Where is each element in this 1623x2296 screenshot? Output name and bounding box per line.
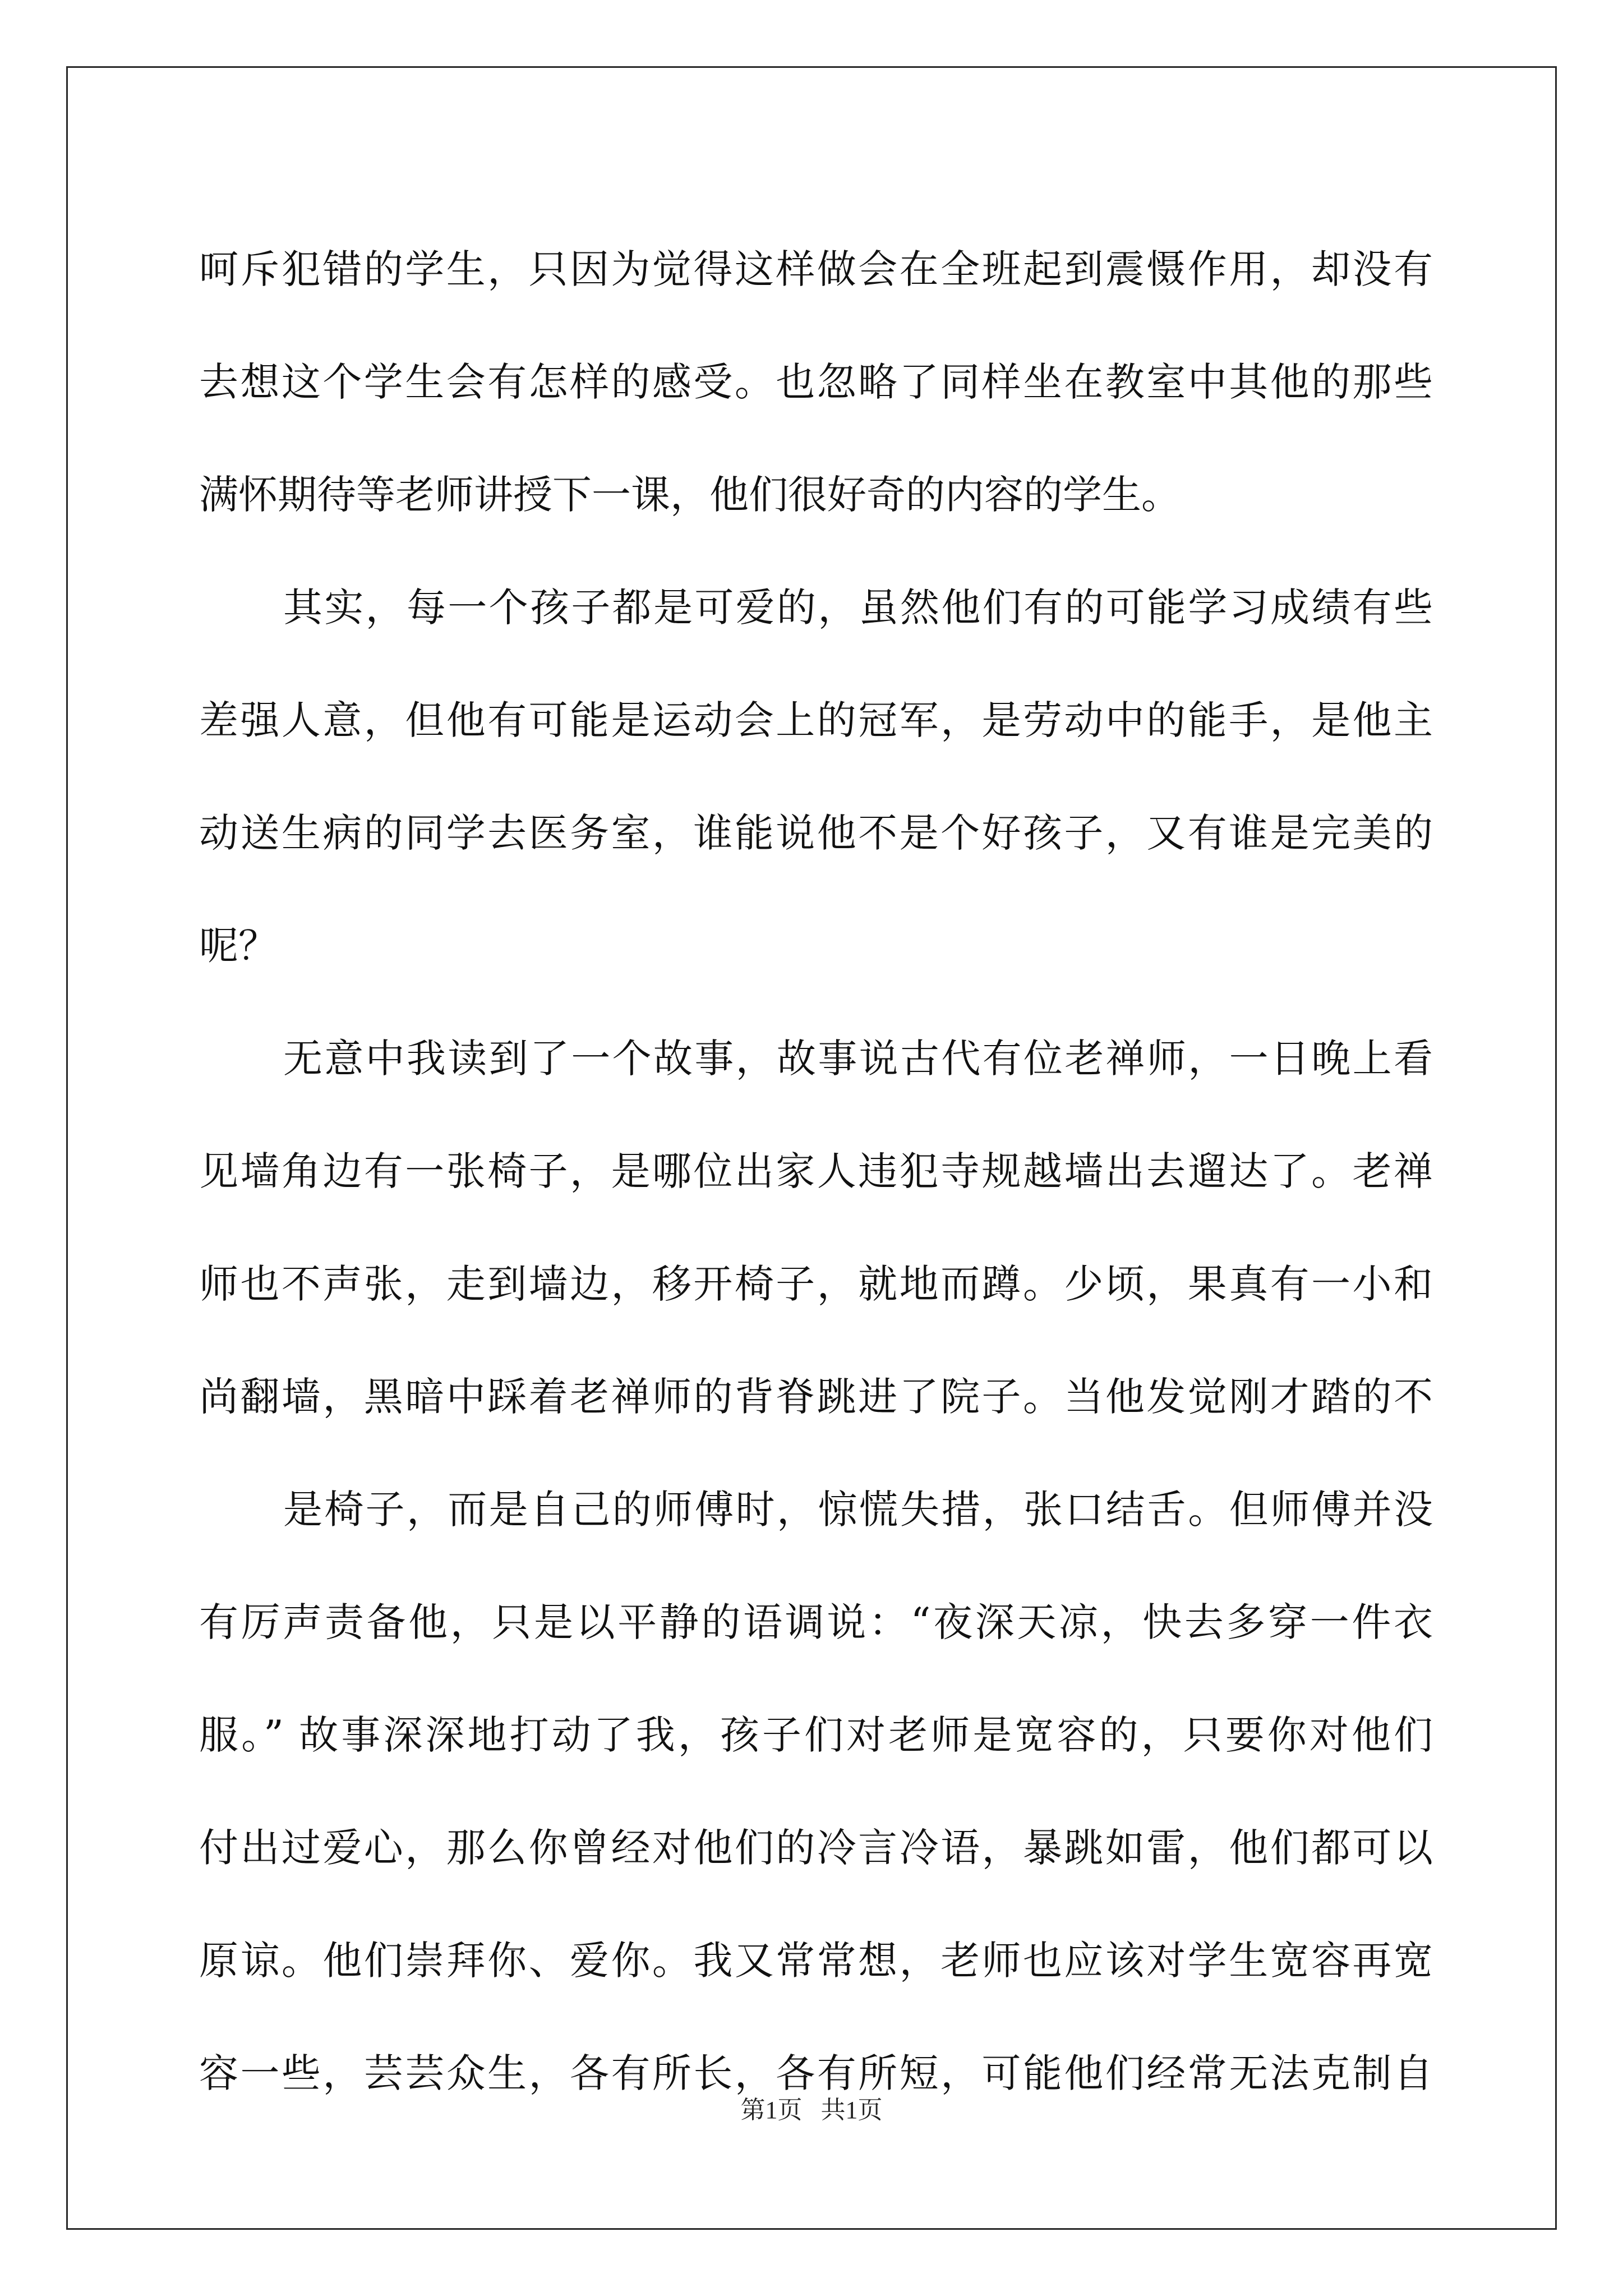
text-line: 师也不声张，走到墙边，移开椅子，就地而蹲。少顷，果真有一小和 <box>199 1261 1433 1307</box>
text-line: 去想这个学生会有怎样的感受。也忽略了同样坐在教室中其他的那些 <box>199 359 1433 405</box>
text-line: 呢？ <box>199 923 278 969</box>
text-line: 原谅。他们崇拜你、爱你。我又常常想，老师也应该对学生宽容再宽 <box>199 1938 1433 1984</box>
text-line: 有厉声责备他，只是以平静的语调说：“夜深天凉，快去多穿一件衣 <box>199 1599 1433 1645</box>
text-line: 付出过爱心，那么你曾经对他们的冷言冷语，暴跳如雷，他们都可以 <box>199 1825 1433 1871</box>
text-line: 满怀期待等老师讲授下一课，他们很好奇的内容的学生。 <box>199 472 1181 518</box>
text-line: 无意中我读到了一个故事，故事说古代有位老禅师，一日晚上看 <box>283 1036 1433 1082</box>
text-line: 是椅子，而是自己的师傅时，惊慌失措，张口结舌。但师傅并没 <box>283 1487 1433 1533</box>
text-line: 动送生病的同学去医务室，谁能说他不是个好孩子，又有谁是完美的 <box>199 810 1433 856</box>
text-line: 呵斥犯错的学生，只因为觉得这样做会在全班起到震慑作用，却没有 <box>199 246 1433 292</box>
text-line: 其实，每一个孩子都是可爱的，虽然他们有的可能学习成绩有些 <box>283 585 1433 631</box>
text-line: 容一些，芸芸众生，各有所长，各有所短，可能他们经常无法克制自 <box>199 2050 1433 2096</box>
text-line: 服。” 故事深深地打动了我，孩子们对老师是宽容的，只要你对他们 <box>199 1712 1433 1758</box>
text-line: 差强人意，但他有可能是运动会上的冠军，是劳动中的能手，是他主 <box>199 697 1433 743</box>
text-line: 见墙角边有一张椅子，是哪位出家人违犯寺规越墙出去遛达了。老禅 <box>199 1148 1433 1194</box>
page-footer: 第1页 共1页 <box>740 2096 883 2124</box>
text-line: 尚翻墙，黑暗中踩着老禅师的背脊跳进了院子。当他发觉刚才踏的不 <box>199 1374 1433 1420</box>
document-body <box>199 213 1433 2130</box>
